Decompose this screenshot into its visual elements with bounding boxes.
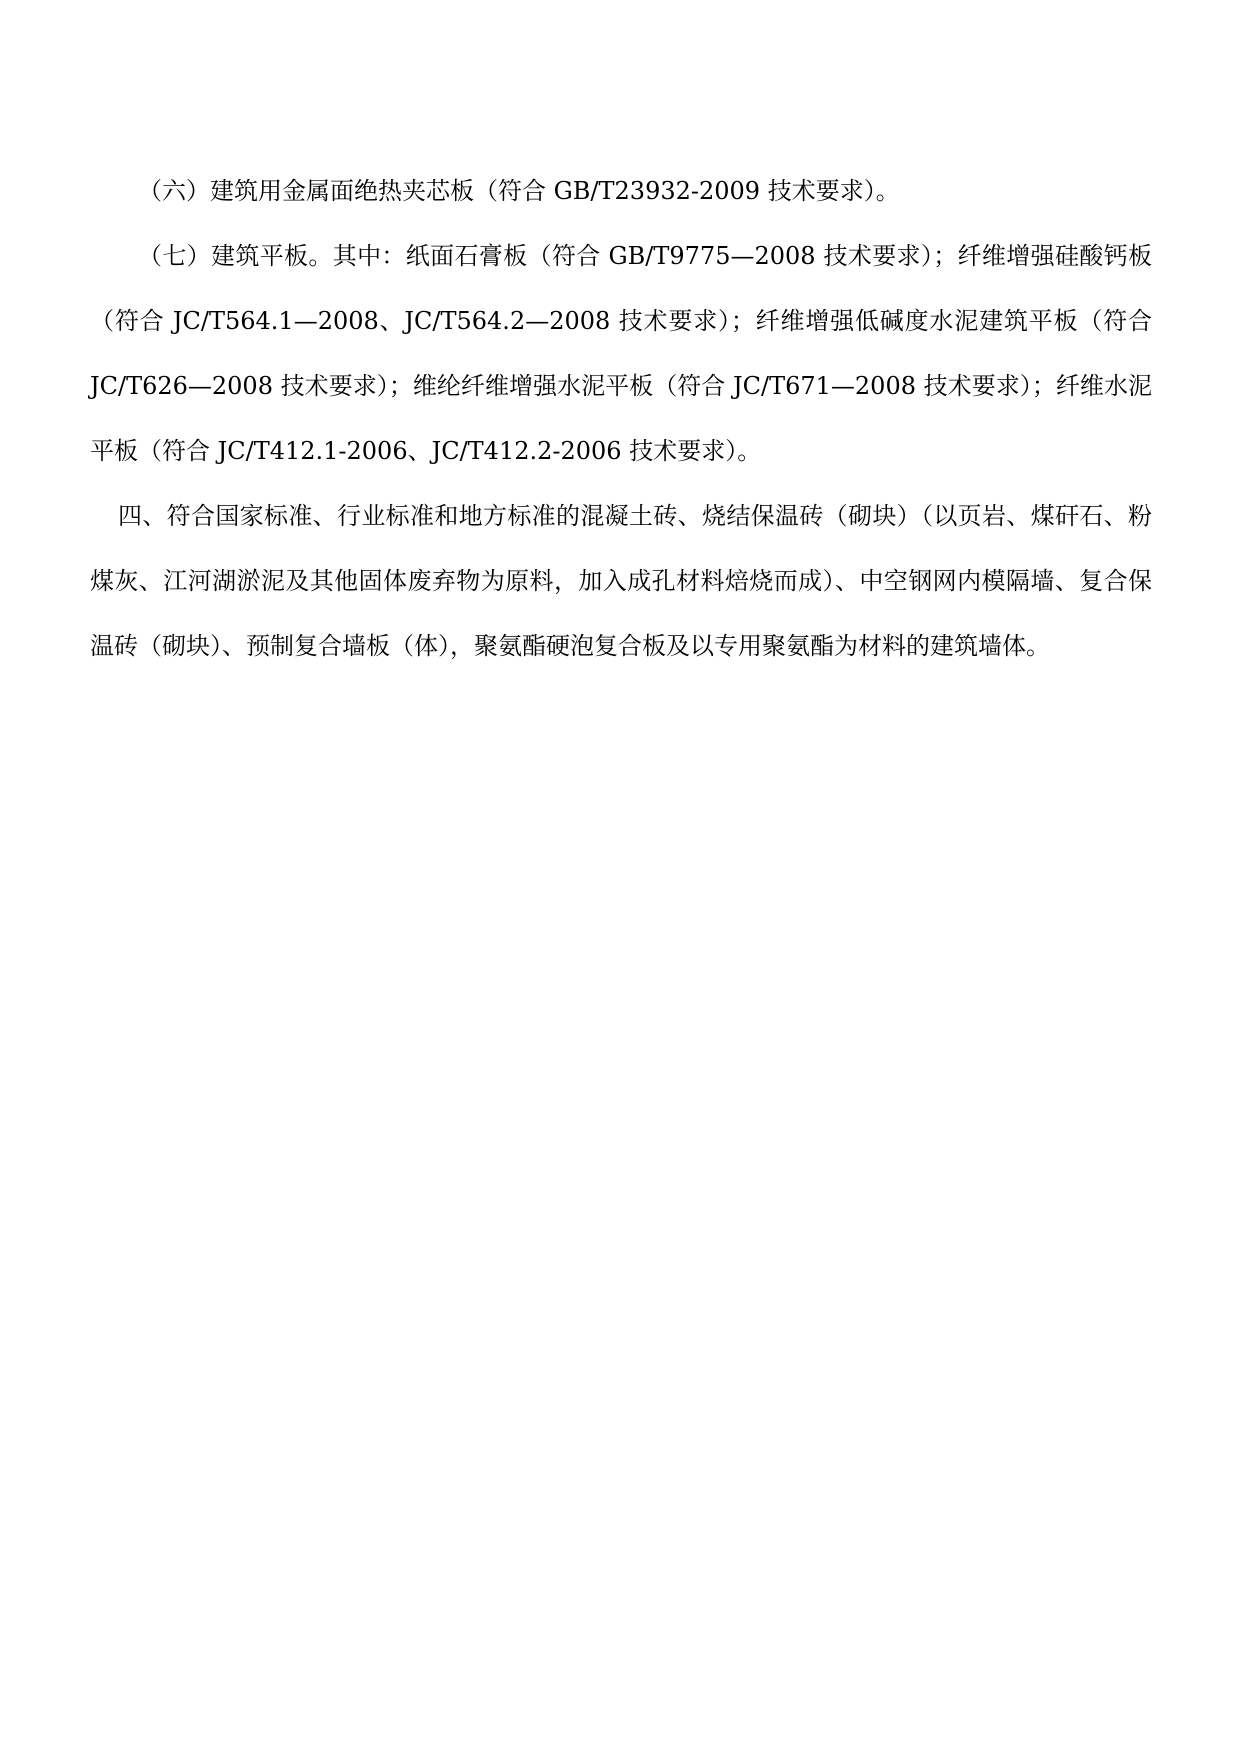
paragraph-section-4: 四、符合国家标准、行业标准和地方标准的混凝土砖、烧结保温砖（砌块）（以页岩、煤矸石、粉煤灰、江河湖淤泥及其他固体废弃物为原料，加入成孔材料焙烧而成）、中空钢网内模隔墙、复合保温砖（砌块）、预制复合墙板（体），聚氨酯硬泡复合板及以专用聚氨酯为材料的建筑墙体。 [90, 502, 1152, 660]
paragraph-item-7: （七）建筑平板。其中：纸面石膏板（符合 GB/T9775—2008 技术要求）；纤维增强硅酸钙板（符合 JC/T564.1—2008、JC/T564.2—2008 技术要求）；纤维增强低碱度水泥建筑平板（符合 JC/T626—2008 技术要求）；维纶纤维增强水泥平板（符合 JC/T671—2008 技术要求）；纤维水泥平板（符合 JC/T412.1-2006、JC/T412.2-2006 技术要求）。 [90, 242, 1152, 465]
paragraph-item-6: （六）建筑用金属面绝热夹芯板（符合 GB/T23932-2009 技术要求）。 [138, 177, 900, 205]
document-body [90, 159, 1152, 679]
